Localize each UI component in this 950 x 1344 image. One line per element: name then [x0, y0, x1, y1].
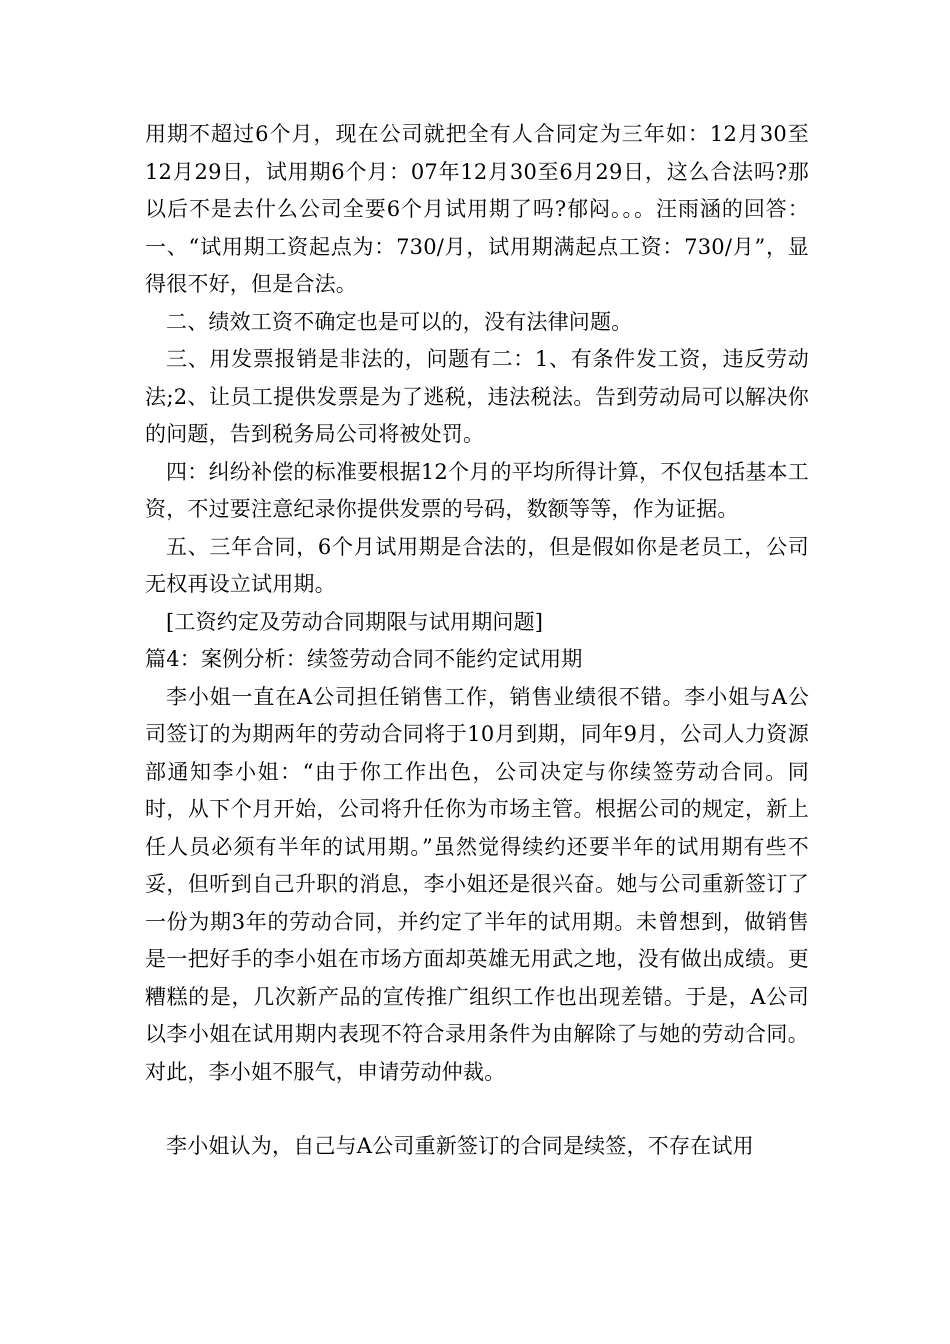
paragraph-2: 二、绩效工资不确定也是可以的，没有法律问题。 — [166, 309, 633, 334]
document-body — [145, 116, 809, 1166]
blank-line — [145, 1091, 809, 1128]
paragraph-4: 四：纠纷补偿的标准要根据12个月的平均所得计算，不仅包括基本工资，不过要注意纪录你提供发票的号码，数额等等，作为证据。 — [145, 459, 809, 521]
bracket-title: [工资约定及劳动合同期限与试用期问题] — [166, 609, 544, 634]
closing-paragraph: 李小姐认为，自己与A公司重新签订的合同是续签，不存在试用 — [166, 1134, 754, 1158]
paragraph-1: 用期不超过6个月，现在公司就把全有人合同定为三年如：12月30至12月29日，试用期6个月：07年12月30至6月29日，这么合法吗?那以后不是去什么公司全要6个月试用期了吗?郁闷。。。汪雨涵的回答：一、“试用期工资起点为：730/月，试用期满起点工资：730/月”，显得很不好，但是合法。 — [145, 122, 809, 296]
paragraph-3: 三、用发票报销是非法的，问题有二：1、有条件发工资，违反劳动法;2、让员工提供发票是为了逃税，违法税法。告到劳动局可以解决你的问题，告到税务局公司将被处罚。 — [145, 347, 809, 446]
section-heading: 篇4：案例分析：续签劳动合同不能约定试用期 — [145, 647, 583, 671]
case-paragraph: 李小姐一直在A公司担任销售工作，销售业绩很不错。李小姐与A公司签订的为期两年的劳动合同将于10月到期，同年9月，公司人力资源部通知李小姐：“由于你工作出色，公司决定与你续签劳动合同。同时，从下个月开始，公司将升任你为市场主管。根据公司的规定，新上任人员必须有半年的试用期。”虽然觉得续约还要半年的试用期有些不妥，但听到自己升职的消息，李小姐还是很兴奋。她与公司重新签订了一份为期3年的劳动合同，并约定了半年的试用期。未曾想到，做销售是一把好手的李小姐在市场方面却英雄无用武之地，没有做出成绩。更糟糕的是，几次新产品的宣传推广组织工作也出现差错。于是，A公司以李小姐在试用期内表现不符合录用条件为由解除了与她的劳动合同。对此，李小姐不服气，申请劳动仲裁。 — [145, 684, 809, 1084]
paragraph-5: 五、三年合同，6个月试用期是合法的，但是假如你是老员工，公司无权再设立试用期。 — [145, 534, 809, 596]
